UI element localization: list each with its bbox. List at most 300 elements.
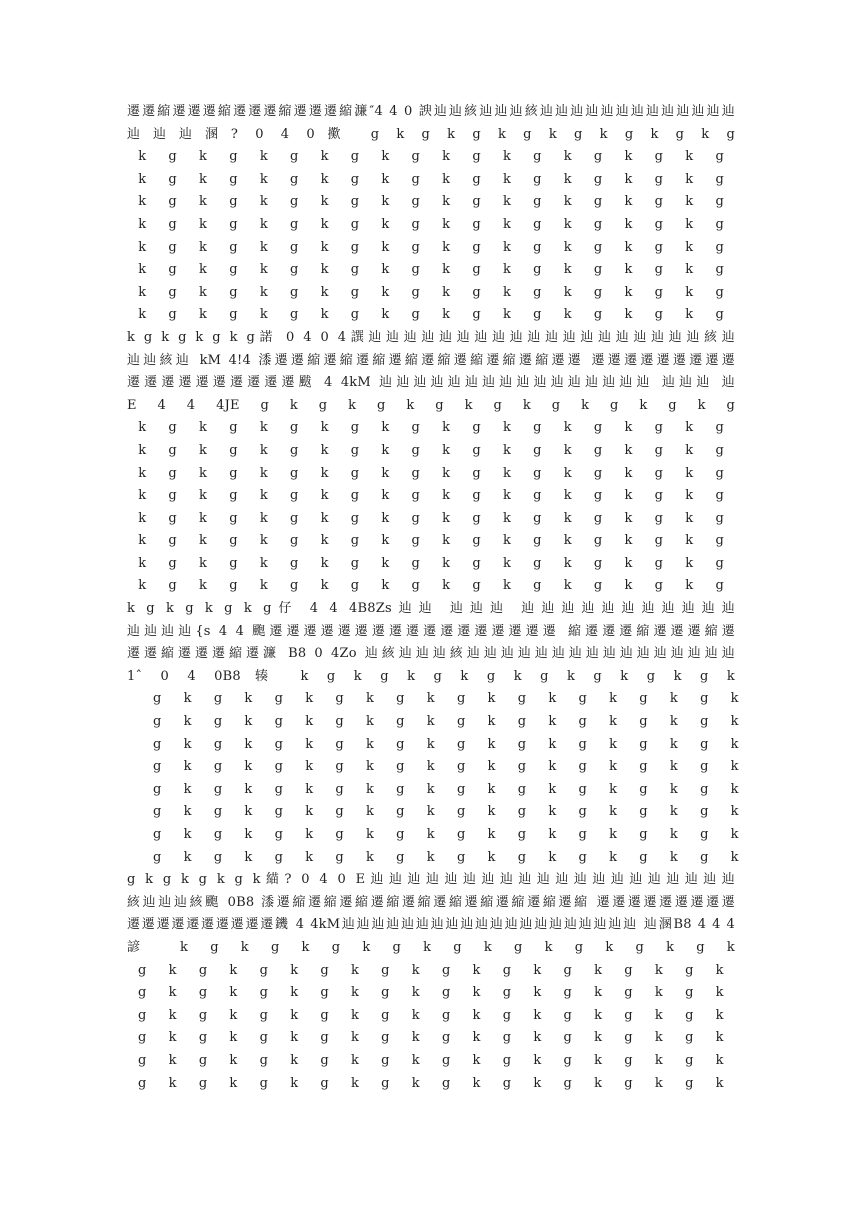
text-glyph: g [593,149,603,165]
text-glyph: k [138,488,147,504]
text-glyph: g [335,827,344,842]
text-glyph: k [305,691,314,707]
text-glyph: g [259,1007,268,1023]
text-glyph: k [472,1030,481,1046]
text-glyph: k [168,985,177,1001]
text-glyph: k [320,284,329,300]
text-line [127,146,735,169]
text-glyph: k [624,216,633,232]
text-glyph: k [320,194,329,210]
text-glyph: k [199,216,207,232]
text-glyph: g [168,555,177,571]
text-glyph: k [305,759,314,775]
text-glyph: g [685,962,694,978]
text-glyph: g [472,307,481,323]
text-glyph: g [320,1030,329,1046]
text-glyph: k [305,781,314,797]
text-glyph: g [411,578,420,594]
text-glyph: k [609,714,617,730]
text-glyph: g [411,284,420,300]
text-glyph: g [198,962,208,978]
text-glyph: g [700,849,709,865]
text-glyph: k [320,488,329,504]
text-glyph: k [183,714,192,730]
text-line [127,756,739,779]
text-glyph: g [396,804,405,820]
text-glyph: k [669,849,678,865]
text-glyph: k [563,555,572,571]
text-glyph: k [305,827,314,842]
text-glyph: k [199,555,207,571]
text-line: 辿辿絯辿 kM 4!4 潻遷遷縮遷縮遷縮遷縮遷縮遷縮遷縮遷縮遷遷 遷遷遷遷遷遷遷遷遷 [127,352,735,368]
text-glyph: g [472,533,481,549]
text-glyph: k [381,194,390,210]
text-glyph: g [274,736,283,752]
text-glyph: k [533,1052,542,1068]
text-glyph: k [199,465,207,481]
text-glyph: g [289,171,299,187]
text-line: 遷遷縮遷遷遷縮遷濂 B8 0 4Zo 辿絯辿辿辿絯辿辿辿辿辿辿辿辿辿辿辿辿辿辿辿辿 [127,646,735,662]
text-glyph: k [290,1007,299,1023]
text-glyph: k [624,171,633,187]
text-glyph: g [411,239,420,255]
text-glyph: g [563,985,572,1001]
text-glyph: g [274,691,283,707]
text-glyph: g [350,284,360,300]
text-glyph: k [563,465,572,481]
text-glyph: g [168,465,177,481]
text-glyph: k [138,262,147,278]
text-glyph: g [685,1007,694,1023]
text-glyph: g [533,488,542,504]
text-glyph: g [456,691,466,707]
text-glyph: k [685,149,694,165]
text-glyph: k [442,262,451,278]
text-glyph: g [639,804,648,820]
text-glyph: k [290,1030,299,1046]
text-glyph: g [289,442,299,458]
text-glyph: k [183,827,192,842]
text-glyph: g [472,171,481,187]
text-glyph: g [517,827,527,842]
text-glyph: k [259,442,268,458]
text-glyph: g [502,985,512,1001]
text-glyph: k [669,736,678,752]
text-glyph: g [198,1052,208,1068]
text-glyph: g [289,510,299,526]
text-glyph: g [715,442,724,458]
text-glyph: k [685,488,694,504]
text-glyph: g [593,420,603,436]
text-glyph: g [700,781,709,797]
text-glyph: k [365,804,374,820]
text-glyph: g [350,555,360,571]
text-line: 諺 k g k g k g k g k g k g k g k g k g k [127,939,735,955]
text-glyph: k [168,1075,177,1091]
text-glyph: k [138,465,147,481]
text-glyph: k [594,1052,602,1068]
text-glyph: g [289,284,299,300]
text-glyph: k [609,849,617,865]
text-glyph: g [138,985,147,1001]
text-glyph: g [350,488,360,504]
text-glyph: k [350,1075,359,1091]
text-glyph: g [639,691,648,707]
text-glyph: g [396,781,405,797]
text-glyph: g [350,420,360,436]
text-glyph: g [685,1075,694,1091]
text-line: E 4 4 4JE g k g k g k g k g k g k g k g k g [127,397,735,413]
text-glyph: k [609,804,617,820]
text-glyph: g [138,1075,147,1091]
text-glyph: k [183,804,192,820]
text-glyph: g [639,781,648,797]
text-glyph: g [229,284,238,300]
text-glyph: k [563,420,572,436]
text-glyph: g [472,216,481,232]
text-glyph: g [168,510,177,526]
text-glyph: g [441,1007,451,1023]
text-glyph: k [442,510,451,526]
text-glyph: g [350,442,360,458]
text-glyph: k [168,1007,177,1023]
text-line: 遷遷遷遷遷遷遷遷遷遷颰 4 4kM 辿辿辿辿辿辿辿辿辿辿辿辿辿辿辿辿 辿辿辿 辿 [127,375,735,391]
text-glyph: g [259,1052,268,1068]
text-glyph: g [715,488,724,504]
text-glyph: g [289,420,299,436]
text-glyph: k [609,736,617,752]
text-glyph: k [685,510,694,526]
text-glyph: k [320,149,329,165]
text-glyph: k [381,239,390,255]
text-line [127,1005,735,1028]
text-glyph: k [685,216,694,232]
text-glyph: g [578,804,587,820]
text-glyph: g [533,262,542,278]
text-glyph: k [411,962,420,978]
text-glyph: g [213,691,223,707]
text-glyph: g [533,555,542,571]
text-glyph: k [199,239,207,255]
text-glyph: k [624,149,633,165]
text-line [127,169,735,192]
text-glyph: g [472,194,481,210]
text-line [127,847,739,870]
text-glyph: k [259,307,268,323]
text-glyph: g [472,510,481,526]
text-glyph: k [259,420,268,436]
text-glyph: k [442,307,451,323]
text-glyph: k [199,149,207,165]
text-glyph: g [289,533,299,549]
text-glyph: g [533,420,542,436]
text-glyph: g [138,962,147,978]
text-glyph: g [715,149,724,165]
text-glyph: g [654,307,663,323]
text-glyph: g [533,149,542,165]
text-glyph: g [502,1052,512,1068]
text-glyph: k [290,1052,299,1068]
text-line [127,711,739,734]
text-glyph: k [487,804,496,820]
text-line [127,214,735,237]
text-glyph: k [685,578,694,594]
text-glyph: k [624,488,633,504]
text-line [127,960,735,983]
text-glyph: k [442,284,451,300]
text-glyph: k [350,962,359,978]
text-glyph: k [320,533,329,549]
text-glyph: k [685,420,694,436]
text-glyph: k [548,804,557,820]
text-glyph: g [289,262,299,278]
text-glyph: g [289,239,299,255]
text-glyph: g [168,239,177,255]
text-glyph: g [533,510,542,526]
text-glyph: g [502,1007,512,1023]
text-glyph: g [456,759,466,775]
text-glyph: k [199,578,207,594]
text-glyph: k [442,420,451,436]
text-glyph: k [305,849,314,865]
text-glyph: g [213,736,223,752]
text-glyph: g [654,262,663,278]
text-glyph: g [517,714,527,730]
text-glyph: k [563,239,572,255]
text-glyph: g [411,442,420,458]
text-glyph: k [199,284,207,300]
text-glyph: k [442,216,451,232]
text-glyph: k [654,1052,663,1068]
text-glyph: g [639,714,648,730]
text-glyph: k [487,759,496,775]
text-glyph: g [320,962,329,978]
text-glyph: k [715,1030,724,1046]
text-glyph: k [442,555,451,571]
text-glyph: g [593,578,603,594]
text-glyph: g [229,442,238,458]
text-glyph: g [517,849,527,865]
text-glyph: k [305,804,314,820]
text-glyph: k [381,465,390,481]
text-line: 辿辿辿辿{s 4 4 颮遷遷遷遷遷遷遷遷遷遷遷遷遷遷遷遷遷 縮遷遷遷縮遷遷遷縮遷 [127,623,735,639]
text-glyph: k [381,533,390,549]
text-glyph: g [502,1030,512,1046]
text-glyph: k [229,1030,238,1046]
text-line [127,440,735,463]
text-glyph: g [563,1007,572,1023]
text-glyph: g [168,149,177,165]
text-glyph: g [700,759,709,775]
text-glyph: k [563,171,572,187]
text-glyph: g [593,555,603,571]
text-glyph: g [168,488,177,504]
text-glyph: k [138,307,147,323]
text-line [127,553,735,576]
text-glyph: k [502,442,511,458]
text-glyph: k [199,262,207,278]
text-glyph: g [153,849,162,865]
text-glyph: g [153,736,162,752]
text-glyph: k [426,849,435,865]
text-glyph: g [229,149,238,165]
text-glyph: k [685,465,694,481]
text-glyph: k [183,691,192,707]
text-glyph: k [199,171,207,187]
text-glyph: k [548,736,557,752]
text-glyph: g [396,849,405,865]
text-glyph: k [715,962,724,978]
text-glyph: g [229,578,238,594]
text-glyph: g [639,736,648,752]
text-glyph: g [229,488,238,504]
text-line: 遷遷縮遷遷遷縮遷遷遷縮遷遷遷縮濂″4 4 0 諛辿辿絯辿辿辿絯辿辿辿辿辿辿辿辿辿辿辿辿辿 [127,104,735,119]
text-glyph: g [411,533,420,549]
text-glyph: g [411,307,420,323]
text-glyph: g [274,804,283,820]
text-glyph: k [259,578,268,594]
text-glyph: g [517,691,527,707]
text-glyph: k [244,736,253,752]
text-glyph: g [350,149,360,165]
text-glyph: k [229,962,238,978]
text-glyph: k [669,827,678,842]
text-glyph: g [715,171,724,187]
text-glyph: k [594,1007,602,1023]
text-glyph: k [199,533,207,549]
text-glyph: g [229,239,238,255]
text-glyph: k [426,759,435,775]
text-glyph: k [685,555,694,571]
text-glyph: g [350,216,360,232]
text-glyph: k [244,714,253,730]
text-glyph: k [730,759,739,775]
text-glyph: g [685,985,694,1001]
text-glyph: k [502,555,511,571]
text-line [127,824,739,847]
text-glyph: k [381,284,390,300]
text-glyph: g [198,1007,208,1023]
text-glyph: g [138,1052,147,1068]
text-glyph: g [213,714,223,730]
text-glyph: k [502,239,511,255]
text-glyph: k [426,691,435,707]
text-glyph: g [654,420,663,436]
text-glyph: g [593,533,603,549]
text-glyph: g [350,465,360,481]
text-glyph: k [487,714,496,730]
text-glyph: k [320,262,329,278]
text-glyph: g [533,171,542,187]
text-glyph: g [259,985,268,1001]
text-glyph: k [183,781,192,797]
garbled-text-block [127,101,739,1095]
text-glyph: g [289,216,299,232]
text-glyph: g [350,533,360,549]
text-glyph: g [578,781,587,797]
text-glyph: g [563,1075,572,1091]
text-glyph: k [426,804,435,820]
text-glyph: k [244,691,253,707]
text-glyph: g [213,827,223,842]
text-glyph: k [502,420,511,436]
text-glyph: g [456,736,466,752]
text-glyph: k [244,759,253,775]
text-line [127,1050,735,1073]
text-glyph: g [624,1007,633,1023]
text-glyph: g [624,1030,633,1046]
text-glyph: k [244,827,253,842]
text-glyph: g [411,465,420,481]
text-glyph: k [594,985,602,1001]
text-glyph: g [654,510,663,526]
text-glyph: k [138,420,147,436]
text-glyph: g [289,307,299,323]
text-glyph: g [168,533,177,549]
text-glyph: g [654,442,663,458]
text-glyph: g [381,1007,390,1023]
text-glyph: g [335,849,344,865]
text-glyph: g [229,216,238,232]
text-glyph: k [381,510,390,526]
text-glyph: k [426,736,435,752]
text-glyph: g [335,781,344,797]
text-glyph: g [472,465,481,481]
text-line [127,304,735,327]
text-glyph: k [548,781,557,797]
text-glyph: k [290,962,299,978]
text-glyph: k [426,827,435,842]
text-glyph: k [244,804,253,820]
text-glyph: g [639,759,648,775]
text-glyph: g [229,262,238,278]
text-line [127,734,739,757]
text-glyph: k [563,488,572,504]
text-glyph: g [168,262,177,278]
text-glyph: g [715,216,724,232]
text-glyph: g [578,827,587,842]
text-glyph: k [624,284,633,300]
text-glyph: g [533,465,542,481]
text-glyph: g [654,216,663,232]
text-glyph: k [138,533,147,549]
text-glyph: k [259,216,268,232]
text-glyph: k [654,1075,663,1091]
text-glyph: g [198,1075,208,1091]
text-glyph: k [138,510,147,526]
text-glyph: k [426,714,435,730]
text-glyph: k [199,442,207,458]
text-glyph: k [411,1075,420,1091]
text-glyph: g [472,262,481,278]
text-glyph: k [594,1030,602,1046]
text-glyph: k [442,442,451,458]
text-glyph: k [624,555,633,571]
text-glyph: k [350,1052,359,1068]
text-glyph: k [365,736,374,752]
text-glyph: g [502,1075,512,1091]
text-glyph: k [259,239,268,255]
text-glyph: g [578,849,587,865]
text-glyph: k [487,827,496,842]
text-glyph: k [502,262,511,278]
text-line: 辿辿辿溷? 0 4 0擹 g k g k g k g k g k g k g k g [127,126,735,142]
text-glyph: g [593,284,603,300]
text-glyph: g [502,962,512,978]
text-glyph: k [350,985,359,1001]
text-glyph: g [411,555,420,571]
text-glyph: k [533,1075,542,1091]
